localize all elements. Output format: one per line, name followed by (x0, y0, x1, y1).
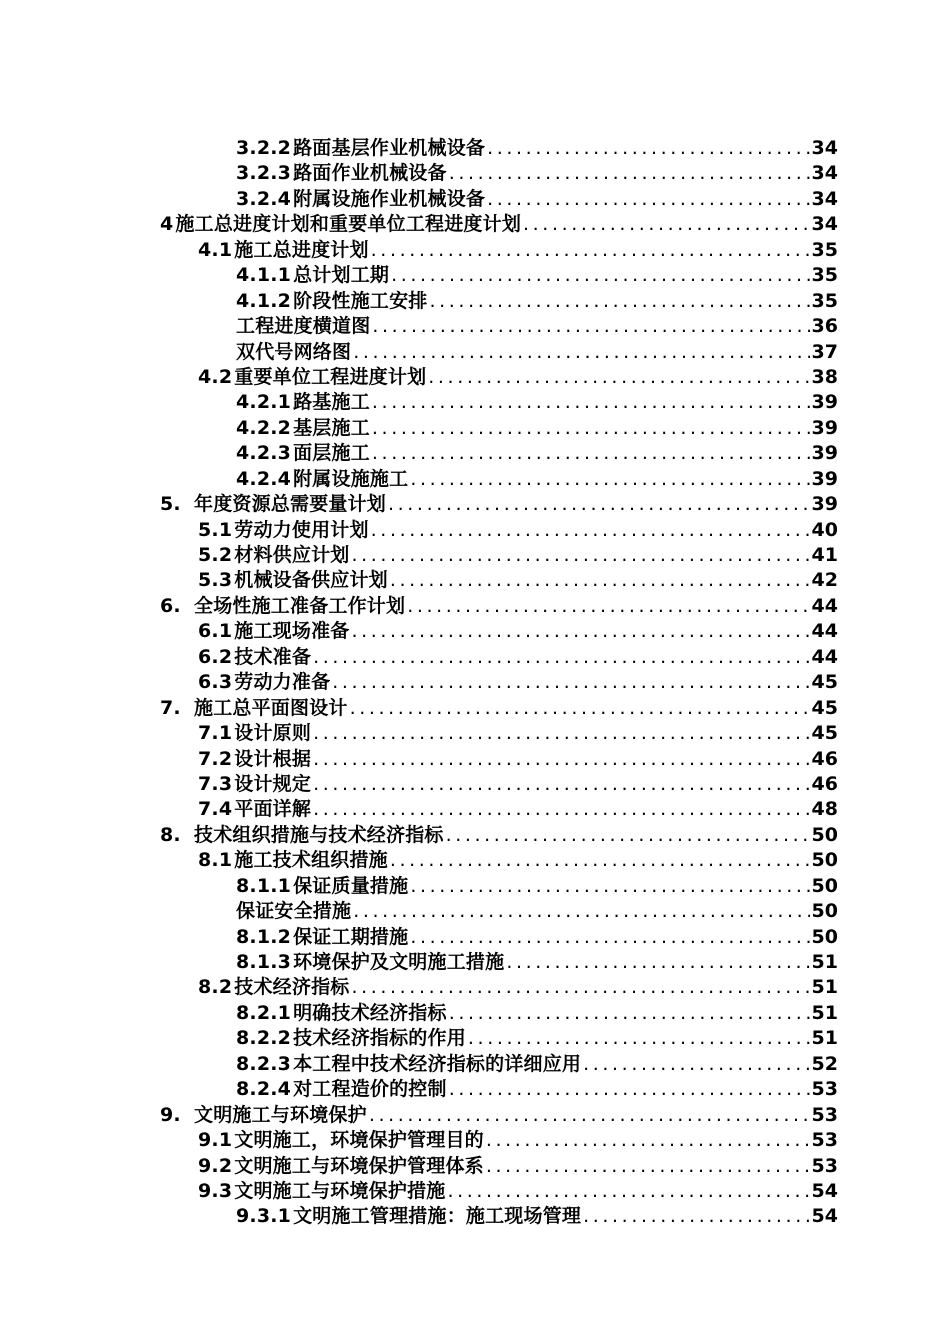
toc-entry-label: 附属设施施工 (293, 467, 409, 490)
toc-entry-label: 全场性施工准备工作计划 (194, 594, 406, 617)
toc-entry[interactable] (160, 441, 838, 466)
toc-entry[interactable] (160, 568, 838, 593)
toc-entry[interactable] (160, 975, 838, 1000)
toc-entry-label: 面层施工 (293, 442, 370, 465)
toc-entry-number: 5. (160, 493, 181, 516)
toc-entry-title (236, 1052, 581, 1077)
dot-leader (390, 848, 810, 873)
toc-entry-number: 8.1 (198, 849, 233, 872)
toc-entry-title (236, 874, 408, 899)
dot-leader (369, 1103, 810, 1128)
toc-entry[interactable] (160, 721, 838, 746)
dot-leader (430, 289, 810, 314)
toc-entry[interactable] (160, 1204, 838, 1229)
dot-leader (371, 518, 810, 543)
toc-entry-page-number: 34 (811, 187, 838, 210)
toc-entry[interactable] (160, 543, 838, 568)
toc-entry-title (160, 492, 386, 517)
toc-entry[interactable] (160, 1128, 838, 1153)
toc-entry-page-number: 37 (811, 340, 838, 363)
toc-entry-number: 4 (160, 213, 174, 236)
toc-entry-label: 文明施工与环境保护管理体系 (234, 1154, 484, 1177)
dot-leader (523, 212, 810, 237)
toc-entry-title (160, 212, 521, 237)
toc-entry-title (236, 340, 351, 365)
toc-entry-title (236, 925, 408, 950)
toc-entry-number: 7.2 (198, 747, 233, 770)
toc-entry-page-number: 53 (811, 1154, 838, 1177)
toc-entry-number: 9.1 (198, 1129, 233, 1152)
toc-entry-label: 文明施工，环境保护管理目的 (234, 1129, 484, 1152)
toc-entry-title (198, 619, 349, 644)
dot-leader (351, 975, 809, 1000)
toc-entry-title (198, 975, 349, 1000)
dot-leader (486, 1154, 810, 1179)
toc-entry[interactable] (160, 772, 838, 797)
toc-entry[interactable] (160, 899, 838, 924)
toc-entry-title (198, 848, 388, 873)
dot-leader (353, 899, 809, 924)
toc-entry-page-number: 36 (811, 315, 838, 338)
toc-entry[interactable] (160, 340, 838, 365)
toc-entry-label: 材料供应计划 (234, 544, 350, 566)
toc-entry-title (236, 441, 370, 466)
toc-entry[interactable] (160, 161, 838, 186)
toc-entry-page-number: 53 (811, 1078, 838, 1101)
toc-entry-number: 7.4 (198, 798, 233, 821)
toc-entry-title (198, 721, 311, 746)
toc-entry-label: 施工总进度计划和重要单位工程进度计划 (175, 213, 522, 236)
toc-entry-number: 6.3 (198, 671, 233, 694)
toc-entry-title (198, 645, 311, 670)
toc-entry-number: 8.2.4 (236, 1078, 292, 1101)
toc-entry-page-number: 39 (811, 467, 838, 490)
toc-entry[interactable] (160, 645, 838, 670)
dot-leader (506, 950, 809, 975)
toc-entry-page-number: 41 (811, 544, 838, 566)
dot-leader (313, 645, 809, 670)
toc-entry-number: 3.2.3 (236, 162, 292, 185)
toc-entry[interactable] (160, 925, 838, 950)
toc-entry-number: 8. (160, 823, 181, 846)
toc-entry-label: 平面详解 (234, 798, 312, 821)
toc-entry[interactable] (160, 212, 838, 237)
toc-entry-page-number: 46 (811, 772, 838, 795)
toc-entry-page-number: 51 (811, 1027, 838, 1050)
toc-entry-number: 4.2.4 (236, 467, 292, 490)
toc-entry-label: 保证质量措施 (293, 874, 409, 897)
toc-entry[interactable] (160, 467, 838, 492)
toc-entry-title (198, 1179, 445, 1204)
toc-entry-title (198, 568, 388, 593)
dot-leader (487, 136, 809, 161)
toc-entry-title (236, 390, 370, 415)
toc-entry-label: 技术经济指标 (234, 976, 350, 999)
toc-entry-label: 劳动力使用计划 (234, 518, 369, 541)
toc-entry-label: 对工程造价的控制 (293, 1078, 447, 1101)
toc-entry[interactable] (160, 314, 838, 339)
dot-leader (391, 263, 809, 288)
dot-leader (486, 1128, 810, 1153)
toc-entry[interactable] (160, 848, 838, 873)
toc-entry[interactable] (160, 874, 838, 899)
dot-leader (410, 925, 809, 950)
toc-entry-label: 文明施工与环境保护 (194, 1103, 367, 1126)
toc-entry-title (198, 1154, 484, 1179)
toc-entry-label: 本工程中技术经济指标的详细应用 (293, 1052, 582, 1075)
toc-entry-title (198, 797, 311, 822)
toc-entry-label: 路基施工 (293, 391, 370, 414)
toc-entry-title (198, 238, 369, 263)
toc-entry-page-number: 34 (811, 137, 838, 159)
dot-leader (372, 390, 810, 415)
toc-entry-number: 6. (160, 594, 181, 617)
dot-leader (332, 670, 809, 695)
toc-entry-title (198, 543, 349, 568)
toc-entry-label: 文明施工管理措施：施工现场管理 (293, 1205, 582, 1228)
toc-entry-label: 保证安全措施 (236, 900, 352, 923)
toc-entry-number: 8.2 (198, 976, 233, 999)
toc-entry-title (236, 263, 389, 288)
toc-entry-label: 施工总进度计划 (234, 238, 369, 261)
toc-entry-number: 8.1.1 (236, 874, 292, 897)
toc-entry-page-number: 35 (811, 238, 838, 261)
toc-entry-label: 年度资源总需要量计划 (194, 493, 387, 516)
toc-entry-title (160, 823, 444, 848)
dot-leader (313, 747, 809, 772)
toc-entry-page-number: 44 (811, 620, 838, 643)
toc-entry-page-number: 39 (811, 493, 838, 516)
toc-entry-title (236, 416, 370, 441)
toc-entry-label: 附属设施作业机械设备 (293, 187, 486, 210)
toc-entry[interactable] (160, 390, 838, 415)
dot-leader (583, 1052, 809, 1077)
toc-entry-title (236, 289, 428, 314)
dot-leader (313, 721, 809, 746)
toc-entry[interactable] (160, 747, 838, 772)
toc-entry-page-number: 50 (811, 874, 838, 897)
toc-entry-label: 阶段性施工安排 (293, 289, 428, 312)
toc-entry-number: 3.2.2 (236, 137, 292, 159)
toc-entry[interactable] (160, 1154, 838, 1179)
toc-entry-title (236, 187, 485, 212)
toc-entry-number: 5.3 (198, 569, 233, 592)
toc-entry[interactable] (160, 365, 838, 390)
toc-entry-label: 施工现场准备 (234, 620, 350, 643)
dot-leader (449, 1077, 810, 1102)
toc-entry-page-number: 39 (811, 416, 838, 439)
dot-leader (372, 314, 809, 339)
dot-leader (410, 467, 809, 492)
toc-entry-number: 8.1.3 (236, 951, 292, 973)
toc-entry-label: 工程进度横道图 (236, 315, 371, 338)
toc-entry-title (236, 1026, 466, 1051)
toc-entry-label: 施工总平面图设计 (194, 696, 348, 719)
toc-entry-title (198, 518, 369, 543)
toc-entry-label: 重要单位工程进度计划 (234, 365, 427, 388)
toc-entry-number: 4.2 (198, 365, 233, 388)
dot-leader (313, 772, 809, 797)
toc-entry[interactable] (160, 187, 838, 212)
dot-leader (390, 568, 810, 593)
toc-entry-number: 6.1 (198, 620, 233, 643)
toc-entry-number: 5.2 (198, 544, 233, 566)
toc-entry-page-number: 54 (811, 1179, 838, 1202)
toc-entry[interactable] (160, 594, 838, 619)
toc-entry-number: 4.1.1 (236, 264, 292, 287)
toc-entry-label: 路面作业机械设备 (293, 162, 447, 185)
toc-entry[interactable] (160, 1001, 838, 1026)
toc-entry-label: 设计根据 (234, 747, 312, 770)
toc-entry-page-number: 45 (811, 722, 838, 745)
dot-leader (449, 161, 810, 186)
toc-entry-page-number: 53 (811, 1103, 838, 1126)
toc-entry[interactable] (160, 518, 838, 543)
toc-entry[interactable] (160, 1052, 838, 1077)
toc-entry-number: 9.3.1 (236, 1205, 292, 1228)
toc-entry-number: 8.1.2 (236, 925, 292, 948)
toc-entry-page-number: 44 (811, 594, 838, 617)
toc-entry-label: 明确技术经济指标 (293, 1001, 447, 1024)
toc-entry-page-number: 45 (811, 696, 838, 719)
toc-entry-title (236, 1204, 581, 1229)
toc-entry-number: 7. (160, 696, 181, 719)
toc-entry[interactable] (160, 1026, 838, 1051)
toc-entry-number: 4.1.2 (236, 289, 292, 312)
dot-leader (487, 187, 809, 212)
toc-entry-page-number: 50 (811, 925, 838, 948)
toc-entry[interactable] (160, 289, 838, 314)
toc-entry-title (236, 161, 447, 186)
toc-entry-label: 保证工期措施 (293, 925, 409, 948)
dot-leader (428, 365, 809, 390)
toc-entry-title (236, 136, 485, 161)
toc-entry-page-number: 34 (811, 162, 838, 185)
toc-entry[interactable] (160, 670, 838, 695)
toc-entry-title (198, 365, 426, 390)
toc-entry-number: 7.3 (198, 772, 233, 795)
toc-entry-title (198, 670, 330, 695)
toc-entry-title (160, 1103, 367, 1128)
toc-entry-page-number: 45 (811, 671, 838, 694)
toc-entry-page-number: 46 (811, 747, 838, 770)
dot-leader (449, 1001, 810, 1026)
toc-entry-title (236, 950, 504, 975)
toc-entry-title (236, 314, 370, 339)
toc-entry-label: 设计原则 (234, 722, 312, 745)
toc-entry-label: 技术组织措施与技术经济指标 (194, 823, 444, 846)
toc-entry-label: 文明施工与环境保护措施 (234, 1179, 446, 1202)
toc-entry[interactable] (160, 238, 838, 263)
toc-entry-label: 施工技术组织措施 (234, 849, 388, 872)
toc-entry-page-number: 53 (811, 1129, 838, 1152)
table-of-contents (160, 136, 838, 1230)
toc-entry[interactable] (160, 619, 838, 644)
toc-entry-page-number: 34 (811, 213, 838, 236)
dot-leader (468, 1026, 810, 1051)
toc-entry[interactable] (160, 823, 838, 848)
toc-entry-number: 8.2.3 (236, 1052, 292, 1075)
toc-entry-label: 技术经济指标的作用 (293, 1027, 466, 1050)
toc-entry-number: 4.2.2 (236, 416, 292, 439)
toc-entry-page-number: 39 (811, 391, 838, 414)
toc-entry-number: 6.2 (198, 645, 233, 668)
toc-entry-label: 设计规定 (234, 772, 312, 795)
dot-leader (351, 619, 809, 644)
toc-entry-page-number: 51 (811, 976, 838, 999)
toc-entry-page-number: 38 (811, 365, 838, 388)
toc-entry-title (236, 899, 351, 924)
toc-entry[interactable] (160, 1077, 838, 1102)
toc-entry-page-number: 51 (811, 951, 838, 973)
toc-entry[interactable] (160, 797, 838, 822)
toc-entry-title (160, 594, 405, 619)
toc-entry-number: 4.2.1 (236, 391, 292, 414)
toc-entry-page-number: 40 (811, 518, 838, 541)
toc-entry-label: 机械设备供应计划 (234, 569, 388, 592)
dot-leader (407, 594, 809, 619)
toc-entry-number: 4.1 (198, 238, 233, 261)
toc-entry[interactable] (160, 416, 838, 441)
toc-entry-page-number: 50 (811, 849, 838, 872)
toc-entry[interactable] (160, 1103, 838, 1128)
toc-entry[interactable] (160, 696, 838, 721)
dot-leader (446, 823, 810, 848)
toc-entry-page-number: 42 (811, 569, 838, 592)
dot-leader (447, 1179, 809, 1204)
dot-leader (351, 543, 809, 568)
toc-entry-page-number: 52 (811, 1052, 838, 1075)
toc-entry-label: 总计划工期 (293, 264, 390, 287)
toc-entry-label: 技术准备 (234, 645, 312, 668)
toc-entry-label: 基层施工 (293, 416, 370, 439)
dot-leader (372, 416, 810, 441)
toc-entry-page-number: 50 (811, 900, 838, 923)
toc-entry-page-number: 54 (811, 1205, 838, 1228)
toc-entry[interactable] (160, 1179, 838, 1204)
toc-entry-page-number: 39 (811, 442, 838, 465)
toc-entry-page-number: 48 (811, 798, 838, 821)
toc-entry-label: 劳动力准备 (234, 671, 331, 694)
toc-entry-label: 路面基层作业机械设备 (293, 137, 486, 159)
dot-leader (353, 340, 809, 365)
toc-entry-number: 7.1 (198, 722, 233, 745)
toc-entry[interactable] (160, 950, 838, 975)
dot-leader (372, 441, 810, 466)
toc-entry-page-number: 35 (811, 264, 838, 287)
toc-entry-number: 9. (160, 1103, 181, 1126)
toc-entry-page-number: 51 (811, 1001, 838, 1024)
toc-entry-number: 9.2 (198, 1154, 233, 1177)
toc-entry-page-number: 35 (811, 289, 838, 312)
dot-leader (371, 238, 810, 263)
toc-entry-number: 5.1 (198, 518, 233, 541)
dot-leader (583, 1204, 809, 1229)
dot-leader (410, 874, 809, 899)
toc-entry-page-number: 50 (811, 823, 838, 846)
dot-leader (350, 696, 810, 721)
toc-entry-title (236, 467, 408, 492)
toc-entry-title (198, 747, 311, 772)
toc-entry-number: 3.2.4 (236, 187, 292, 210)
toc-entry-number: 9.3 (198, 1179, 233, 1202)
toc-entry[interactable] (160, 492, 838, 517)
toc-entry[interactable] (160, 136, 838, 161)
toc-entry-title (236, 1077, 447, 1102)
toc-entry[interactable] (160, 263, 838, 288)
toc-entry-title (160, 696, 348, 721)
toc-entry-page-number: 44 (811, 645, 838, 668)
toc-entry-label: 环境保护及文明施工措施 (293, 951, 505, 973)
toc-entry-label: 双代号网络图 (236, 340, 352, 363)
dot-leader (388, 492, 810, 517)
toc-entry-title (198, 1128, 484, 1153)
toc-entry-number: 8.2.2 (236, 1027, 292, 1050)
dot-leader (313, 797, 809, 822)
toc-entry-title (236, 1001, 447, 1026)
toc-entry-number: 4.2.3 (236, 442, 292, 465)
toc-entry-number: 8.2.1 (236, 1001, 292, 1024)
toc-entry-title (198, 772, 311, 797)
